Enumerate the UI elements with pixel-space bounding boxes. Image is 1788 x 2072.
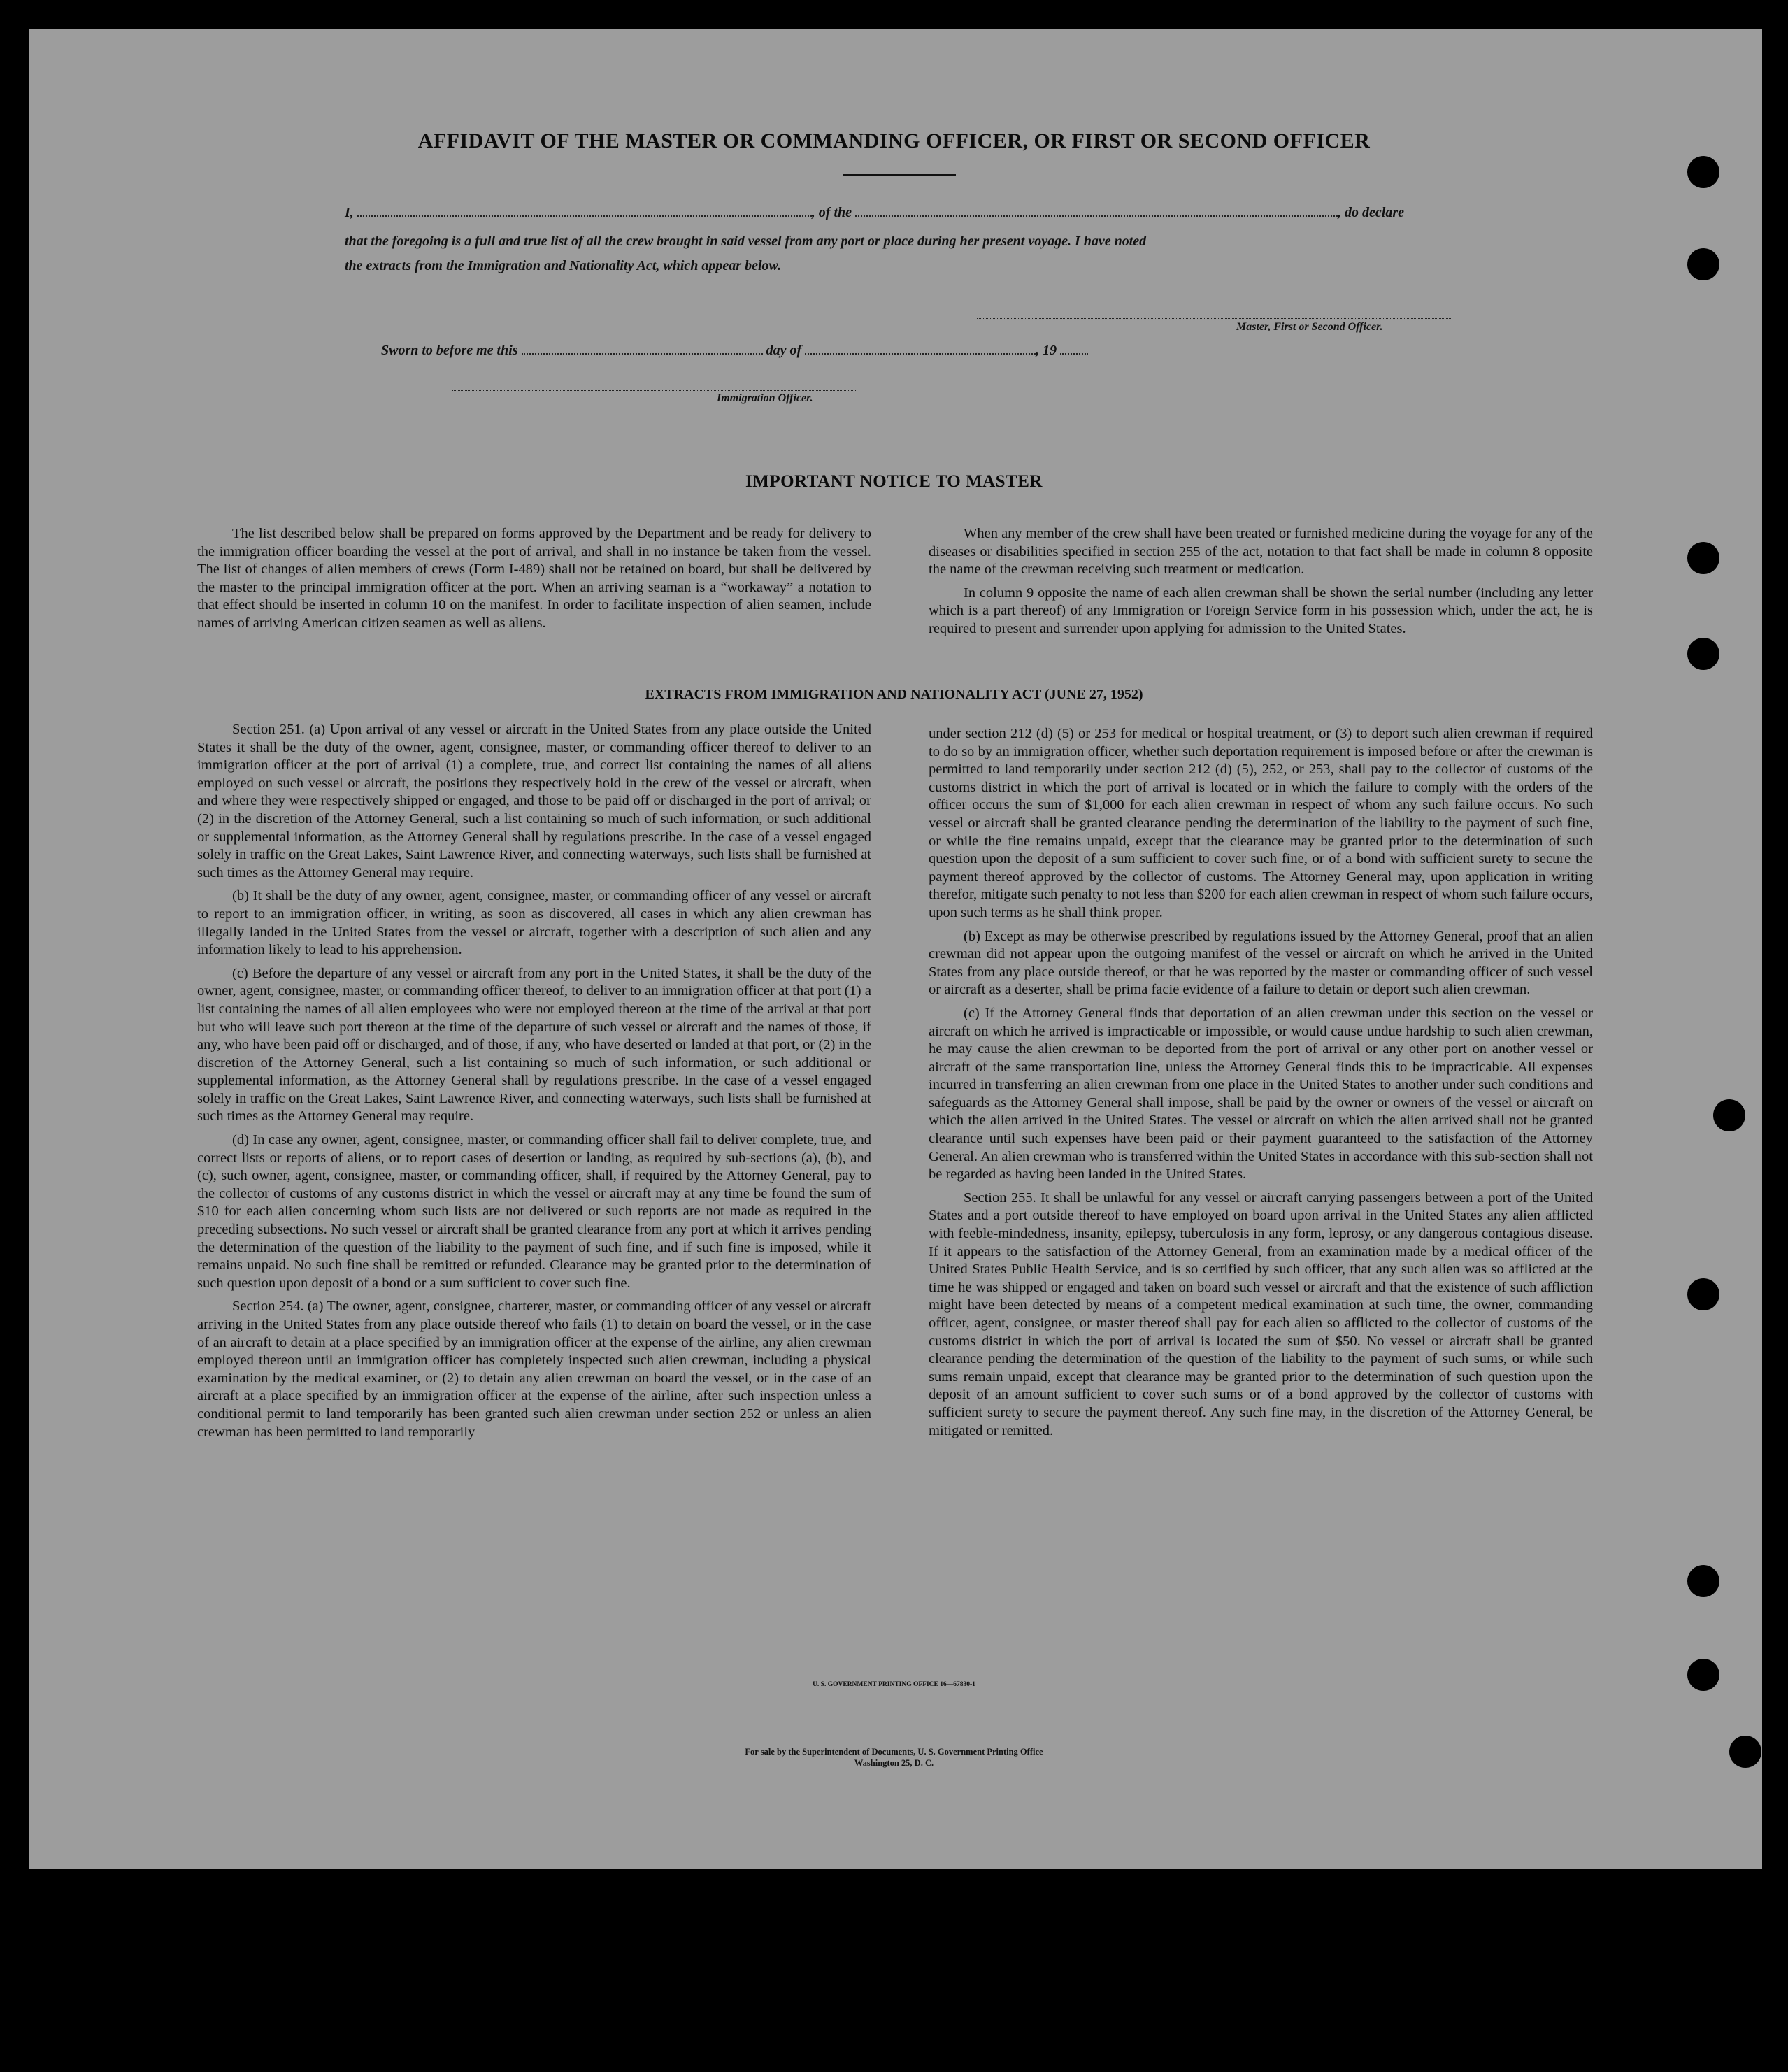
signature-label: Master, First or Second Officer.: [1236, 321, 1383, 333]
sworn-date-field[interactable]: [522, 352, 763, 355]
declaration-line: [345, 205, 1404, 221]
binder-hole: [1687, 248, 1719, 280]
year-label: , 19: [1036, 343, 1057, 358]
year-field[interactable]: [1060, 352, 1088, 355]
officer-signature-line[interactable]: [452, 389, 856, 391]
name-field[interactable]: [357, 215, 812, 217]
officer-label: Immigration Officer.: [717, 392, 813, 404]
extract-paragraph: (d) In case any owner, agent, consignee, master, or commanding officer shall fail to deliver complete, true, and correct lists or reports of aliens, or to report cases of desertion or landing, as required by sub-sections (a), (b), and (c), such owner, agent, consignee, master, or commanding officer, shall, if required by the Attorney General, pay to the collector of customs of any customs district in which the vessel or aircraft may at any time be found the sum of $10 for each alien concerning whom such lists are not delivered or such reports are not made as required in the preceding subsections. No such vessel or aircraft shall be granted clearance from any port at which it arrives pending the determination of the question of the liability to the payment of such fine, and if such fine is imposed, while it remains unpaid. No such fine shall be remitted or refunded. Clearance may be granted prior to the determination of such question upon deposit of a bond or a sum sufficient to cover such fine.: [197, 1132, 871, 1291]
extract-paragraph: (b) It shall be the duty of any owner, agent, consignee, master, or commanding officer of any vessel or aircraft to report to an immigration officer, in writing, as soon as discovered, all cases in which any alien crewman has illegally landed in the United States from the vessel or aircraft, together with a description of such alien and any information likely to lead to his apprehension.: [197, 888, 871, 958]
day-of-label: day of: [766, 343, 802, 358]
notice-paragraph: In column 9 opposite the name of each alien crewman shall be shown the serial number (including any letter which is a part thereof) of any Immigration or Foreign Service form in his possession which, under the act, he is required to present and surrender upon applying for admission to the United States.: [929, 585, 1593, 636]
declaration-i-label: I,: [345, 205, 354, 220]
extract-paragraph: (b) Except as may be otherwise prescribed by regulations issued by the Attorney General, proof that an alien crewman did not appear upon the outgoing manifest of the vessel or aircraft on which he arrived in the United States from any place outside thereof, or that he was reported by the master or commanding officer of such vessel or aircraft as a deserter, shall be prima facie evidence of a failure to detain or deport such alien crewman.: [929, 928, 1593, 998]
binder-hole: [1687, 542, 1719, 574]
extract-paragraph: (c) If the Attorney General finds that deportation of an alien crewman under this section on the vessel or aircraft on which he arrived is impracticable or impossible, or would cause undue hardship to such alien crewman, he may cause the alien crewman to be deported from the port of arrival or any other port on another vessel or aircraft of the same transportation line, unless the Attorney General finds this to be impracticable. All expenses incurred in transferring an alien crewman from one place in the United States to another under such conditions and safeguards as the Attorney General shall impose, shall be paid by the owner or owners of the vessel or aircraft on which the alien arrived in the United States. The vessel or aircraft on which the alien arrived shall not be granted clearance until such expenses have been paid or their payment guaranteed to the satisfaction of the Attorney General. An alien crewman who is transferred within the United States in accordance with this sub-section shall not be regarded as having been landed in the United States.: [929, 1005, 1593, 1183]
sworn-line: [381, 343, 1088, 359]
extract-paragraph: Section 255. It shall be unlawful for any vessel or aircraft carrying passengers between a port of the United States and a port outside thereof to have employed on board upon arrival in the United States any alien afflicted with feeble-mindedness, insanity, epilepsy, tuberculosis in any form, leprosy, or any dangerous contagious disease. If it appears to the satisfaction of the Attorney General, from an examination made by a medical officer of the United States Public Health Service, and is so certified by such officer, that any such alien was so afflicted at the time he was shipped or engaged and taken on board such vessel or aircraft and that the existence of such affliction might have been detected by means of a competent medical examination at such time, the owner, commanding officer, agent, consignee, or master thereof shall pay for each alien so afflicted to the collector of customs of the customs district in which the port of arrival is located the sum of $50. No vessel or aircraft shall be granted clearance pending the determination of the question of the liability to the payment of such sums, or while such sums remain unpaid, except that clearance may be granted prior to the determination of such question upon the deposit of an amount sufficient to cover such sums or of a bond approved by the collector of customs with sufficient surety to secure the payment thereof. Any such fine may, in the discretion of the Attorney General, be mitigated or remitted.: [929, 1189, 1593, 1438]
sale-notice: For sale by the Superintendent of Documents, U. S. Government Printing Office: [745, 1747, 1043, 1757]
notice-paragraph: When any member of the crew shall have been treated or furnished medicine during the voyage for any of the diseases or disabilities specified in section 255 of the act, notation to that fact shall be made in column 8 opposite the name of the crewman receiving such treatment or medication.: [929, 526, 1593, 578]
extracts-title: EXTRACTS FROM IMMIGRATION AND NATIONALITY ACT (JUNE 27, 1952): [645, 687, 1143, 702]
extracts-right-column: [929, 725, 1593, 1445]
binder-hole: [1713, 1099, 1745, 1131]
declaration-of-the-label: , of the: [811, 205, 852, 220]
vessel-field[interactable]: [855, 215, 1338, 217]
signature-line[interactable]: [977, 317, 1451, 319]
month-field[interactable]: [805, 352, 1036, 355]
title-underline: [843, 174, 956, 176]
extract-paragraph: Section 254. (a) The owner, agent, consignee, charterer, master, or commanding officer of any vessel or aircraft arriving in the United States from any place outside thereof who fails (1) to detain on board the vessel, or in the case of an aircraft to detain at a place specified by an immigration officer at the expense of the airline, any alien crewman employed thereon until an immigration officer has completely inspected such alien crewman, including a physical examination by the medical examiner, or (2) to detain any alien crewman on board the vessel, or in the case of an aircraft at a place specified by an immigration officer at the expense of the airline, after such inspection unless a conditional permit to land temporarily has been granted such alien crewman under section 252 or unless an alien crewman has been permitted to land temporarily: [197, 1299, 871, 1440]
affidavit-title: AFFIDAVIT OF THE MASTER OR COMMANDING OFFICER, OR FIRST OR SECOND OFFICER: [417, 129, 1371, 152]
affidavit-body-line: that the foregoing is a full and true list of all the crew brought in said vessel from any port or place during her present voyage. I have noted: [345, 234, 1147, 249]
extracts-left-column: [197, 721, 871, 1447]
extract-paragraph: (c) Before the departure of any vessel or aircraft from any port in the United States, it shall be the duty of the owner, agent, consignee, master, or commanding officer thereof, to deliver to an immigration officer at that port (1) a list containing the names of all alien employees who were not employed thereon at the time of the arrival at that port but who will leave such port thereon at the time of the departure of such vessel or aircraft and the names of those, if any, who have been paid off or discharged, and of those, if any, who have deserted or landed at that port, or (2) in the discretion of the Attorney General, such a list containing so much of such information, or such additional or supplemental information, as the Attorney General shall by regulations prescribe. In the case of a vessel engaged solely in traffic on the Great Lakes, Saint Lawrence River, and connecting waterways, such lists shall be furnished at such times as the Attorney General may require.: [197, 965, 871, 1124]
binder-hole: [1687, 638, 1719, 670]
binder-hole: [1687, 1278, 1719, 1310]
sworn-label: Sworn to before me this: [381, 343, 518, 358]
binder-hole: [1687, 156, 1719, 188]
notice-title: IMPORTANT NOTICE TO MASTER: [745, 472, 1043, 491]
sale-notice-city: Washington 25, D. C.: [854, 1758, 934, 1768]
declaration-declare-label: , do declare: [1338, 205, 1404, 220]
extract-paragraph: under section 212 (d) (5) or 253 for medical or hospital treatment, or (3) to deport such alien crewman if required to do so by an immigration officer, whether such deportation requirement is imposed before or after the crewman is permitted to land temporarily under section 212 (d) (5), 252, or 253, shall pay to the collector of customs of the customs district in which the port of arrival is located or in which the failure to comply with the orders of the officer occurs the sum of $1,000 for each alien crewman in respect of whom any such failure occurs. No such vessel or aircraft shall be granted clearance pending the determination of the liability to the payment of such fine, or while the fine remains unpaid, except that the clearance may be granted prior to the determination of such question upon the deposit of a sum sufficient to cover such fine, or of a bond with sufficient surety to secure the payment thereof approved by the collector of customs. The Attorney General may, upon application in writing therefor, mitigate such penalty to not less than $200 for each alien crewman in respect of whom such failure occurs, upon such terms as he shall think proper.: [929, 726, 1593, 920]
notice-left-column: [197, 525, 871, 638]
binder-hole: [1687, 1565, 1719, 1597]
notice-right-column: [929, 525, 1593, 644]
extract-paragraph: Section 251. (a) Upon arrival of any vessel or aircraft in the United States from any place outside the United States it shall be the duty of the owner, agent, consignee, master, or commanding officer thereof to deliver to an immigration officer at the port of arrival (1) a complete, true, and correct list containing the names of all aliens employed on such vessel or aircraft, the positions they respectively hold in the crew of the vessel or aircraft, when and where they were respectively shipped or engaged, and those to be paid off or discharged in the port of arrival; or (2) in the discretion of the Attorney General, such a list containing so much of such information, or such additional or supplemental information, as the Attorney General shall by regulations prescribe. In the case of a vessel engaged solely in traffic on the Great Lakes, Saint Lawrence River, and connecting waterways, such lists shall be furnished at such times as the Attorney General may require.: [197, 722, 871, 880]
affidavit-body-line: the extracts from the Immigration and Nationality Act, which appear below.: [345, 258, 782, 273]
notice-paragraph: The list described below shall be prepared on forms approved by the Department and be ready for delivery to the immigration officer boarding the vessel at the port of arrival, and shall in no instance be taken from the vessel. The list of changes of alien members of crews (Form I-489) shall not be retained on board, but shall be delivered by the master to the principal immigration officer at the port. When an arriving seaman is a “workaway” a notation to that effect should be inserted in column 10 on the manifest. In order to facilitate inspection of alien seamen, include names of arriving American citizen seamen as well as aliens.: [197, 526, 871, 631]
gpo-imprint: U. S. GOVERNMENT PRINTING OFFICE 16—67830-1: [813, 1681, 975, 1688]
